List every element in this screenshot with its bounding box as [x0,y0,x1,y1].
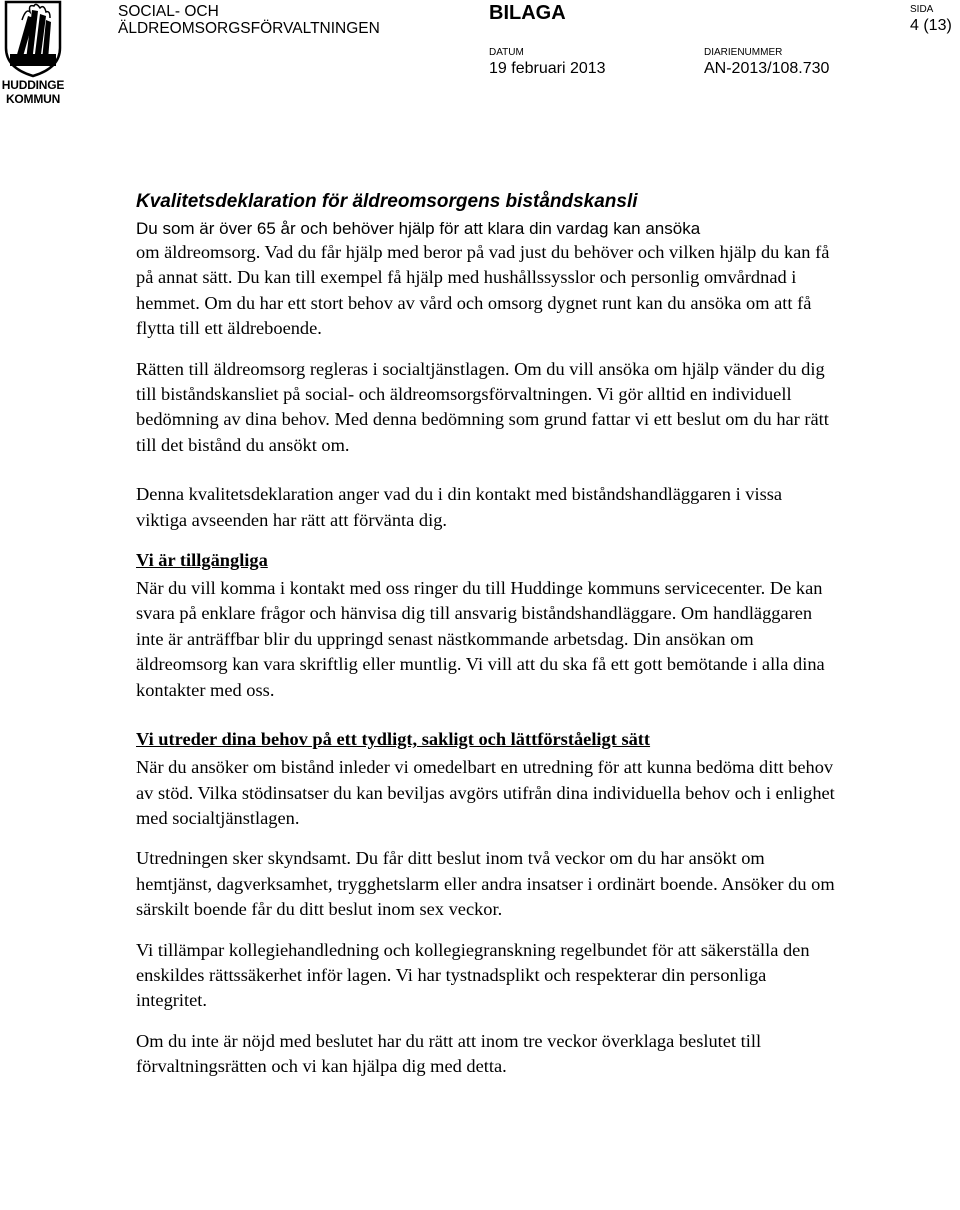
logo-text-line1: HUDDINGE [1,78,65,92]
intro-paragraph: om äldreomsorg. Vad du får hjälp med beror på vad just du behöver och vilken hjälp du kan få på annat sätt. Du kan till exempel få hjälp med hushållssysslor och personlig omvårdnad i hemmet. Om du har ett stort behov av vård och omsorg dygnet runt kan du ansöka om att få flytta till ett äldreboende. [136,242,830,339]
org-line2: ÄLDREOMSORGSFÖRVALTNINGEN [118,20,380,37]
date-value: 19 februari 2013 [489,60,606,77]
registry-number-label: DIARIENUMMER [704,47,783,58]
paragraph-contact: När du vill komma i kontakt med oss ringer du till Huddinge kommuns servicecenter. De kan svara på enklare frågor och hänvisa dig till ansvarig biståndshandläggare. Om handläggaren inte är anträffbar blir du uppringd senast nästkommande arbetsdag. Din ansökan om äldreomsorg kan vara skriftlig eller muntlig. Vi vill att du ska få ett gott bemötande i alla dina kontakter med oss. [136,578,825,700]
hammer-logo-icon [0,0,66,78]
registry-number-value: AN-2013/108.730 [704,60,830,77]
page-number: 4 (13) [910,17,952,34]
date-label: DATUM [489,47,524,58]
document-title: Kvalitetsdeklaration för äldreomsorgens biståndskansli [136,191,638,212]
organization-name [118,3,380,37]
intro-first-line: Du som är över 65 år och behöver hjälp för att klara din vardag kan ansöka [136,219,701,238]
logo-text-line2: KOMMUN [5,92,61,106]
paragraph-supervision: Vi tillämpar kollegiehandledning och kollegiegranskning regelbundet för att säkerställa den enskildes rättssäkerhet inför lagen. Vi har tystnadsplikt och respekterar din personliga integritet. [136,939,810,1011]
heading-investigation: Vi utreder dina behov på ett tydligt, sakligt och lättförståeligt sätt [136,729,651,750]
municipality-logo [0,0,66,110]
page-label: SIDA [910,4,934,15]
org-line1: SOCIAL- OCH [118,3,219,20]
paragraph-rights: Rätten till äldreomsorg regleras i socialtjänstlagen. Om du vill ansöka om hjälp vänder du dig till biståndskansliet på social- och äldreomsorgsförvaltningen. Vi gör alltid en individuell bedömning av dina behov. Med denna bedömning som grund fattar vi ett beslut om du har rätt till det bistånd du ansökt om. [136,358,829,455]
logo-text [0,78,66,106]
document-body [136,190,836,1104]
paragraph-application: När du ansöker om bistånd inleder vi omedelbart en utredning för att kunna bedöma ditt behov av stöd. Vilka stödinsatser du kan beviljas avgörs utifrån dina individuella behov och i enlighet med socialtjänstlagen. [136,757,835,828]
paragraph-declaration: Denna kvalitetsdeklaration anger vad du i din kontakt med biståndshandläggaren i vissa viktiga avseenden har rätt att förvänta dig. [136,484,783,530]
document-type: BILAGA [489,2,566,24]
paragraph-appeal: Om du inte är nöjd med beslutet har du rätt att inom tre veckor överklaga beslutet till förvaltningsrätten och vi kan hjälpa dig med detta. [136,1030,762,1077]
heading-available: Vi är tillgängliga [136,550,268,571]
paragraph-timeline: Utredningen sker skyndsamt. Du får ditt beslut inom två veckor om du har ansökt om hemtjänst, dagverksamhet, trygghetslarm eller andra insatser i ordinärt boende. Ansöker du om särskilt boende får du ditt beslut inom sex veckor. [136,848,835,920]
